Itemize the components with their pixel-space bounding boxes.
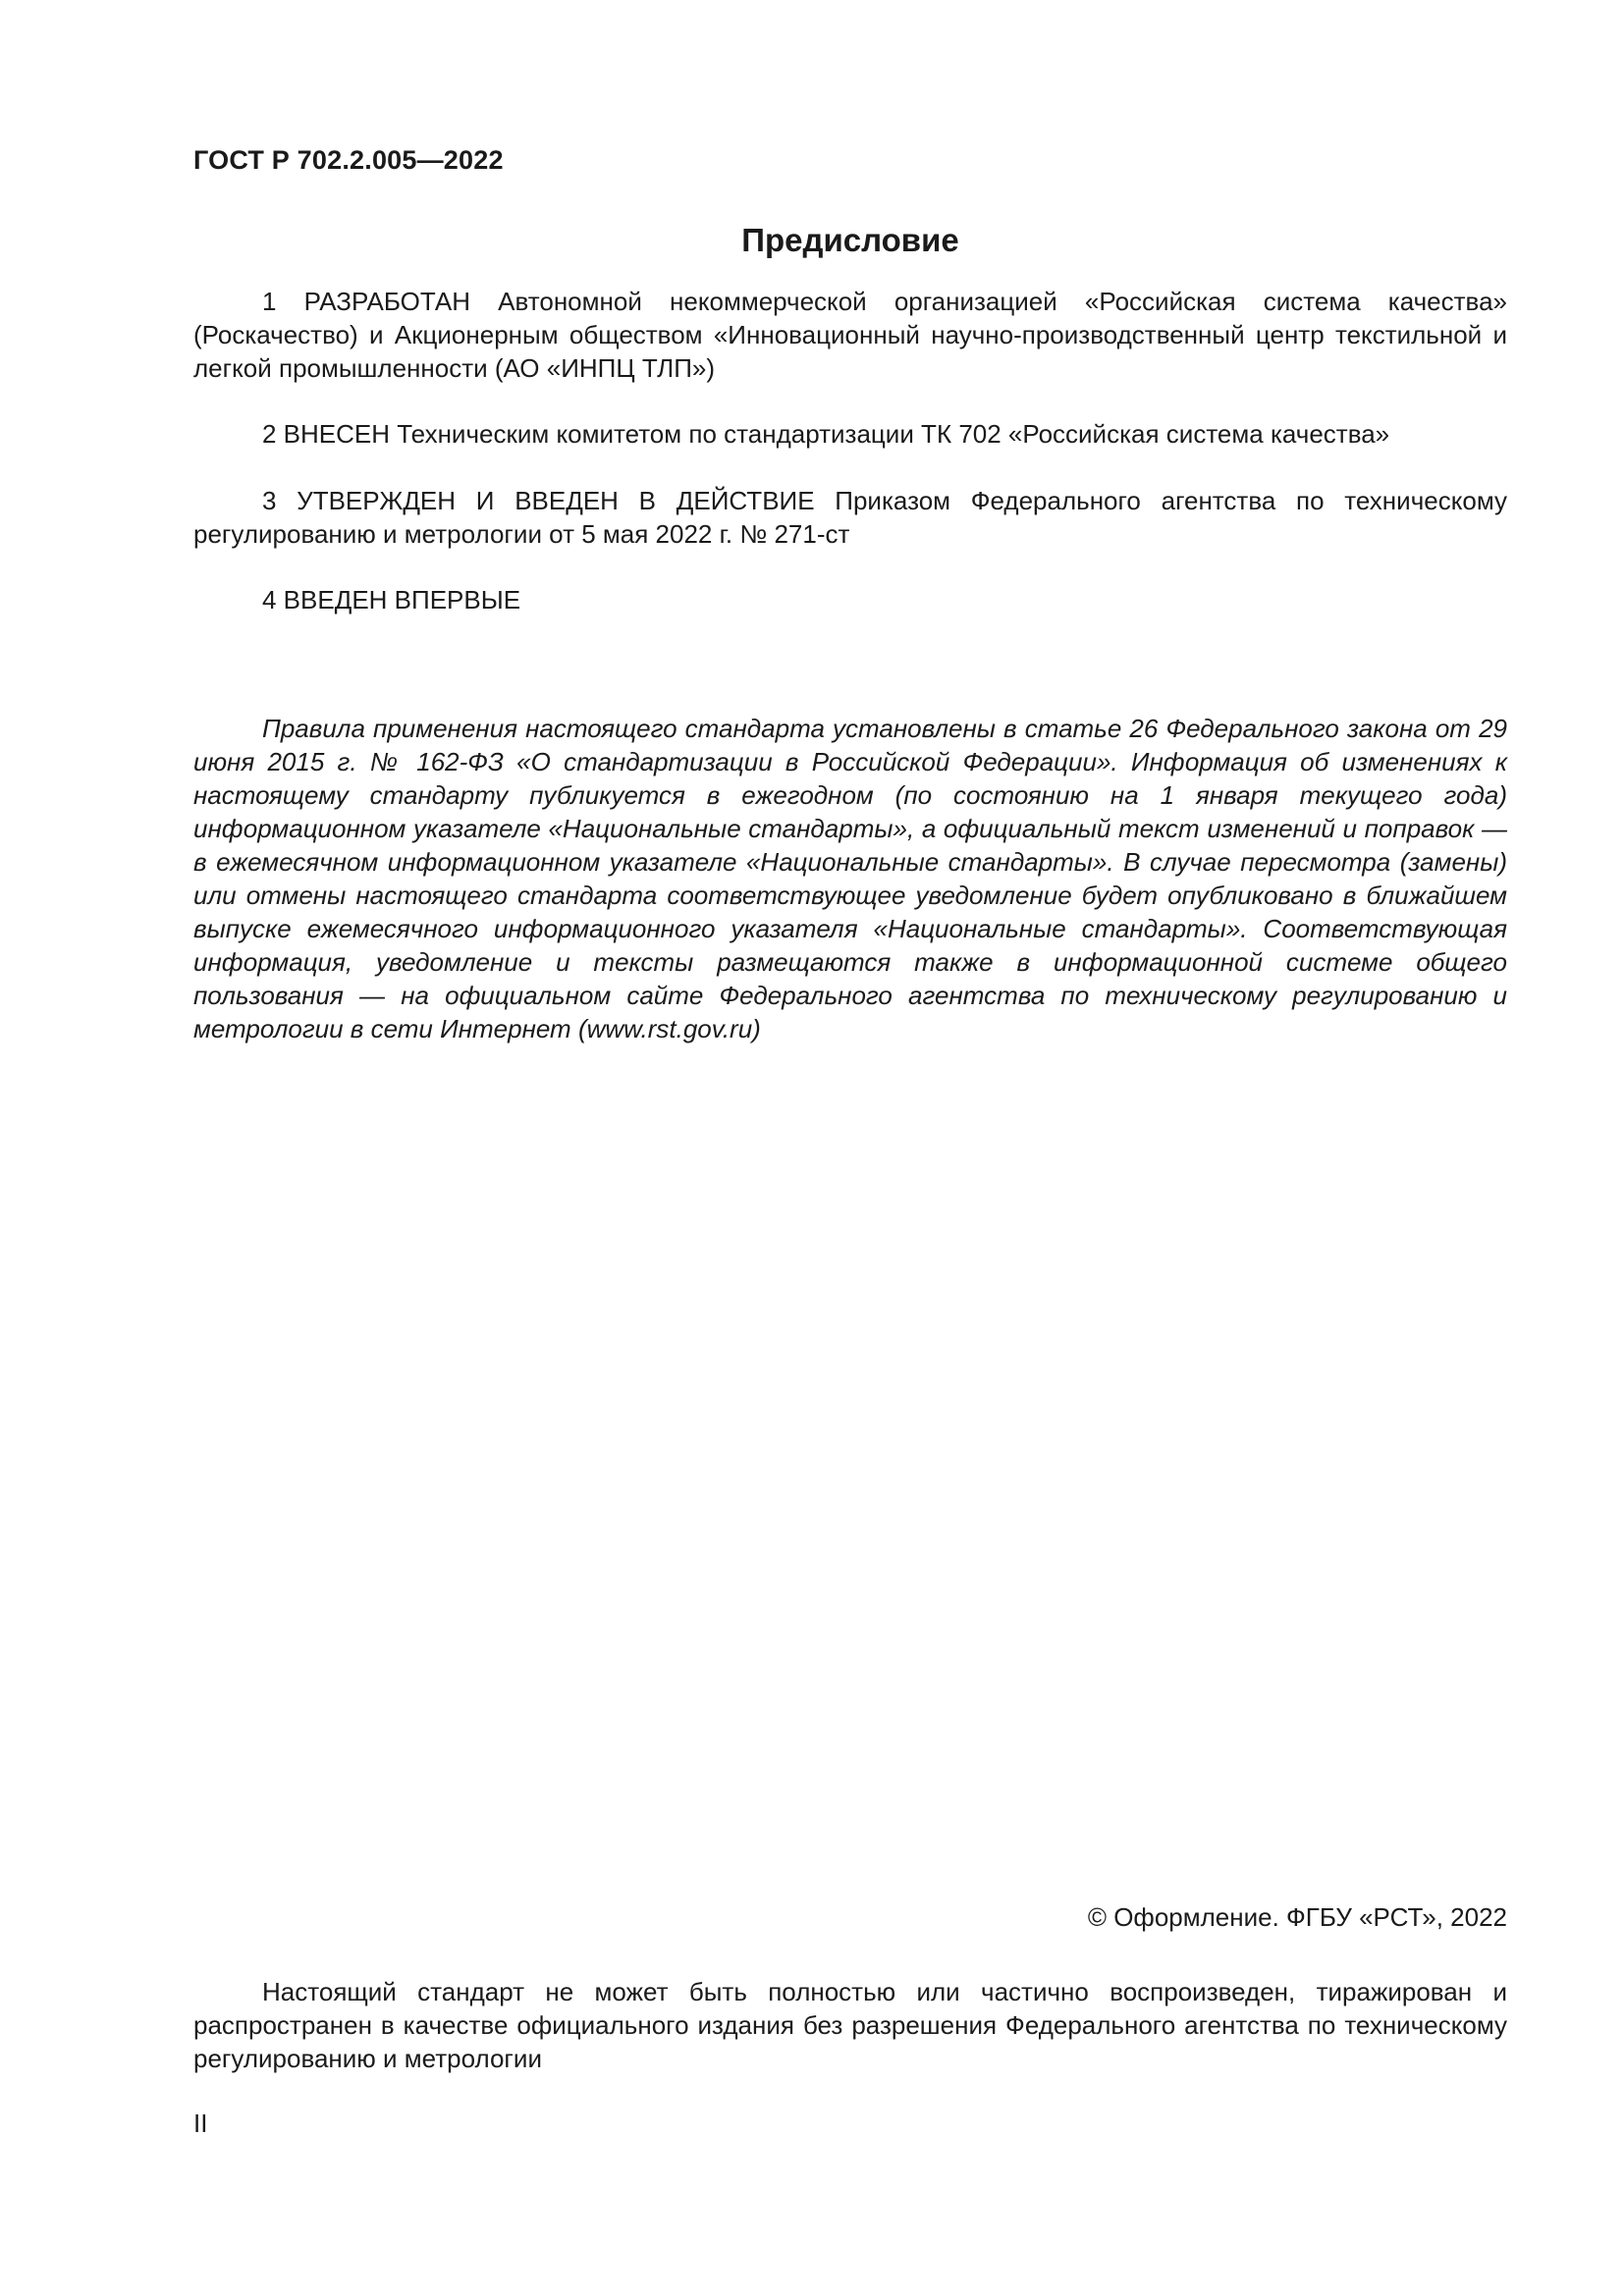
page-number: II	[193, 2109, 208, 2138]
page-title: Предисловие	[741, 222, 959, 258]
standard-code-header: ГОСТ Р 702.2.005—2022	[193, 145, 504, 175]
foreword-item-1: 1 РАЗРАБОТАН Автономной некоммерческой организацией «Российская система качества» (Роскачество) и Акционерным обществом «Инновационный научно-производственный центр текстильной и легкой промышленности (АО «ИНПЦ ТЛП»)	[193, 287, 1507, 383]
foreword-item-2: 2 ВНЕСЕН Техническим комитетом по стандартизации ТК 702 «Российская система качества»	[262, 419, 1390, 449]
application-rules-note: Правила применения настоящего стандарта установлены в статье 26 Федерального закона от 29 июня 2015 г. № 162-ФЗ «О стандартизации в Российской Федерации». Информация об изменениях к настоящему стандарту публикуется в ежегодном (по состоянию на 1 января текущего года) информационном указателе «Национальные стандарты», а официальный текст изменений и поправок — в ежемесячном информационном указателе «Национальные стандарты». В случае пересмотра (замены) или отмены настоящего стандарта соответствующее уведомление будет опубликовано в ближайшем выпуске ежемесячного информационного указателя «Национальные стандарты». Соответствующая информация, уведомление и тексты размещаются также в информационной системе общего пользования — на официальном сайте Федерального агентства по техническому регулированию и метрологии в сети Интернет (www.rst.gov.ru)	[193, 714, 1507, 1043]
foreword-item-3: 3 УТВЕРЖДЕН И ВВЕДЕН В ДЕЙСТВИЕ Приказом Федерального агентства по техническому регулированию и метрологии от 5 мая 2022 г. № 271-ст	[193, 486, 1507, 549]
foreword-item-4: 4 ВВЕДЕН ВПЕРВЫЕ	[262, 585, 521, 614]
copyright-line: © Оформление. ФГБУ «РСТ», 2022	[1087, 1902, 1507, 1932]
reproduction-restriction: Настоящий стандарт не может быть полностью или частично воспроизведен, тиражирован и распространен в качестве официального издания без разрешения Федерального агентства по техническому регулированию и метрологии	[193, 1977, 1507, 2073]
